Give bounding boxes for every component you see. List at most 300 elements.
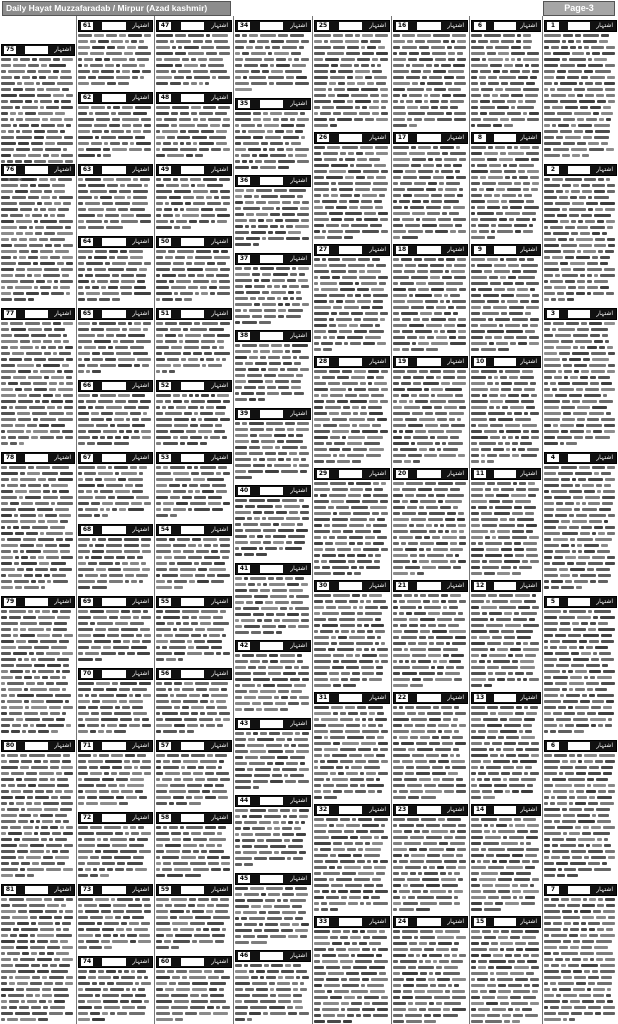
notice-title-box xyxy=(25,46,48,54)
notice-number: 20 xyxy=(397,470,407,477)
notice-header-20 xyxy=(393,468,468,480)
notice-label: اشتہار xyxy=(447,806,464,813)
notice-number: 33 xyxy=(318,918,328,925)
notice-title-box xyxy=(181,958,205,966)
notice-label: اشتہار xyxy=(290,720,307,727)
notice-body-text xyxy=(78,896,153,954)
notice-header-41 xyxy=(235,563,311,575)
notice-header-24 xyxy=(393,916,468,928)
notice-label: اشتہار xyxy=(290,255,307,262)
notice-number: 67 xyxy=(82,454,92,461)
notice-title-box xyxy=(25,598,48,606)
notice-label: اشتہار xyxy=(132,814,149,821)
notice-header-77 xyxy=(1,308,75,320)
notice-header-56 xyxy=(156,668,232,680)
notice-header-64 xyxy=(78,236,153,248)
notice-title-box xyxy=(568,310,591,318)
notice-title-box xyxy=(339,918,363,926)
notice-title-box xyxy=(417,22,440,30)
notice-header-12 xyxy=(471,580,541,592)
notice-body-text xyxy=(78,464,153,522)
notice-title-box xyxy=(260,565,284,573)
notice-body-text xyxy=(78,536,153,594)
notice-body-text xyxy=(156,104,232,162)
notice-number: 68 xyxy=(82,526,92,533)
notice-header-44 xyxy=(235,795,311,807)
notice-body-text xyxy=(156,176,232,234)
notice-title-box xyxy=(568,22,591,30)
notice-number: 69 xyxy=(82,598,92,605)
notice-header-14 xyxy=(471,804,541,816)
notice-header-59 xyxy=(156,884,232,896)
notice-label: اشتہار xyxy=(211,958,228,965)
notice-body-text xyxy=(471,928,541,1024)
notice-label: اشتہار xyxy=(211,310,228,317)
notice-header-79 xyxy=(1,596,75,608)
notice-label: اشتہار xyxy=(211,22,228,29)
notice-body-text xyxy=(156,896,232,954)
notice-label: اشتہار xyxy=(290,22,307,29)
notice-title-box xyxy=(339,470,363,478)
notice-header-80 xyxy=(1,740,75,752)
notice-header-35 xyxy=(235,98,311,110)
notice-label: اشتہار xyxy=(132,742,149,749)
notice-title-box xyxy=(568,166,591,174)
notice-header-37 xyxy=(235,253,311,265)
notice-number: 24 xyxy=(397,918,407,925)
notice-label: اشتہار xyxy=(132,958,149,965)
notice-label: اشتہار xyxy=(596,598,613,605)
notice-label: اشتہار xyxy=(211,454,228,461)
notice-title-box xyxy=(494,22,516,30)
notice-body-text xyxy=(314,32,390,130)
notice-body-text xyxy=(235,110,311,174)
notice-label: اشتہار xyxy=(54,166,71,173)
notice-number: 44 xyxy=(239,797,249,804)
notice-label: اشتہار xyxy=(211,382,228,389)
notice-body-text xyxy=(393,144,468,242)
notice-header-46 xyxy=(235,950,311,962)
notice-title-box xyxy=(417,470,440,478)
notice-number: 41 xyxy=(239,565,249,572)
notice-number: 72 xyxy=(82,814,92,821)
notice-header-7 xyxy=(544,884,617,896)
notice-body-text xyxy=(314,704,390,802)
notice-number: 1 xyxy=(547,22,559,30)
notice-header-33 xyxy=(314,916,390,928)
notice-title-box xyxy=(260,487,284,495)
notice-header-55 xyxy=(156,596,232,608)
notice-number: 7 xyxy=(547,886,559,894)
notice-body-text xyxy=(1,464,75,594)
notice-number: 54 xyxy=(160,526,170,533)
notice-title-box xyxy=(494,134,516,142)
notice-header-13 xyxy=(471,692,541,704)
notice-title-box xyxy=(102,166,125,174)
notice-number: 59 xyxy=(160,886,170,893)
notice-title-box xyxy=(339,22,363,30)
notice-header-27 xyxy=(314,244,390,256)
notice-header-5 xyxy=(544,596,617,608)
notice-title-box xyxy=(181,886,205,894)
notice-body-text xyxy=(156,752,232,810)
notice-body-text xyxy=(393,256,468,354)
notice-header-70 xyxy=(78,668,153,680)
notice-header-9 xyxy=(471,244,541,256)
notice-label: اشتہار xyxy=(211,166,228,173)
notice-body-text xyxy=(393,592,468,690)
notice-number: 75 xyxy=(5,46,15,53)
notice-number: 47 xyxy=(160,22,170,29)
notice-number: 64 xyxy=(82,238,92,245)
notice-label: اشتہار xyxy=(132,166,149,173)
notice-body-text xyxy=(544,464,617,594)
notice-body-text xyxy=(156,32,232,90)
notice-title-box xyxy=(260,642,284,650)
notice-title-box xyxy=(181,310,205,318)
notice-title-box xyxy=(102,22,125,30)
notice-body-text xyxy=(393,816,468,914)
notice-body-text xyxy=(314,816,390,914)
notice-header-2 xyxy=(544,164,617,176)
notice-title-box xyxy=(417,918,440,926)
notice-number: 76 xyxy=(5,166,15,173)
notice-label: اشتہار xyxy=(290,332,307,339)
notice-label: اشتہار xyxy=(369,806,386,813)
notice-title-box xyxy=(181,382,205,390)
notice-label: اشتہار xyxy=(447,694,464,701)
notice-title-box xyxy=(494,918,516,926)
notice-label: اشتہار xyxy=(290,797,307,804)
notice-title-box xyxy=(568,598,591,606)
notice-title-box xyxy=(339,582,363,590)
notice-title-box xyxy=(25,886,48,894)
notice-body-text xyxy=(1,896,75,1024)
notice-number: 22 xyxy=(397,694,407,701)
notice-number: 21 xyxy=(397,582,407,589)
notice-body-text xyxy=(471,144,541,242)
notice-title-box xyxy=(102,454,125,462)
notice-number: 55 xyxy=(160,598,170,605)
notice-title-box xyxy=(25,310,48,318)
notice-body-text xyxy=(471,256,541,354)
notice-label: اشتہار xyxy=(54,46,71,53)
notice-header-32 xyxy=(314,804,390,816)
notice-title-box xyxy=(102,670,125,678)
notice-body-text xyxy=(393,32,468,130)
notice-number: 66 xyxy=(82,382,92,389)
notice-number: 79 xyxy=(5,598,15,605)
notice-header-43 xyxy=(235,718,311,730)
notice-header-18 xyxy=(393,244,468,256)
notice-number: 73 xyxy=(82,886,92,893)
notice-title-box xyxy=(339,134,363,142)
notice-body-text xyxy=(314,144,390,242)
notice-body-text xyxy=(471,32,541,130)
notice-label: اشتہار xyxy=(369,22,386,29)
notice-body-text xyxy=(156,968,232,1024)
notice-label: اشتہار xyxy=(211,886,228,893)
notice-label: اشتہار xyxy=(290,487,307,494)
notice-number: 17 xyxy=(397,134,407,141)
notice-number: 28 xyxy=(318,358,328,365)
notice-header-68 xyxy=(78,524,153,536)
notice-number: 14 xyxy=(475,806,485,813)
notice-body-text xyxy=(1,320,75,450)
notice-title-box xyxy=(181,598,205,606)
notice-header-74 xyxy=(78,956,153,968)
notice-label: اشتہار xyxy=(54,454,71,461)
notice-header-73 xyxy=(78,884,153,896)
notice-number: 26 xyxy=(318,134,328,141)
notice-body-text xyxy=(471,480,541,578)
notice-header-1 xyxy=(544,20,617,32)
notice-number: 11 xyxy=(475,470,485,477)
notice-body-text xyxy=(156,392,232,450)
notice-label: اشتہار xyxy=(520,358,537,365)
notice-label: اشتہار xyxy=(369,246,386,253)
notice-title-box xyxy=(102,814,125,822)
notice-number: 2 xyxy=(547,166,559,174)
notice-header-57 xyxy=(156,740,232,752)
notice-number: 4 xyxy=(547,454,559,462)
notice-title-box xyxy=(568,454,591,462)
notice-header-69 xyxy=(78,596,153,608)
notice-body-text xyxy=(393,368,468,466)
notice-header-21 xyxy=(393,580,468,592)
notice-title-box xyxy=(181,814,205,822)
notice-label: اشتہار xyxy=(447,134,464,141)
notice-label: اشتہار xyxy=(520,470,537,477)
notice-label: اشتہار xyxy=(369,582,386,589)
notice-label: اشتہار xyxy=(132,310,149,317)
notice-title-box xyxy=(339,694,363,702)
notice-title-box xyxy=(102,598,125,606)
notice-number: 81 xyxy=(5,886,15,893)
notice-title-box xyxy=(417,246,440,254)
notice-number: 36 xyxy=(239,177,249,184)
column-6 xyxy=(392,16,470,1024)
notice-label: اشتہار xyxy=(290,875,307,882)
notice-body-text xyxy=(78,104,153,162)
notice-header-15 xyxy=(471,916,541,928)
notice-label: اشتہار xyxy=(132,22,149,29)
notice-title-box xyxy=(568,886,591,894)
column-7 xyxy=(470,16,543,1024)
notice-number: 13 xyxy=(475,694,485,701)
notice-header-34 xyxy=(235,20,311,32)
notice-body-text xyxy=(544,752,617,882)
column-4 xyxy=(234,16,313,1024)
notice-body-text xyxy=(471,816,541,914)
notice-title-box xyxy=(181,454,205,462)
notice-label: اشتہار xyxy=(369,918,386,925)
notice-body-text xyxy=(471,368,541,466)
notice-number: 53 xyxy=(160,454,170,461)
notice-label: اشتہار xyxy=(520,134,537,141)
notice-body-text xyxy=(471,704,541,802)
notice-number: 74 xyxy=(82,958,92,965)
notice-title-box xyxy=(25,166,48,174)
notice-label: اشتہار xyxy=(369,134,386,141)
notice-header-26 xyxy=(314,132,390,144)
notice-label: اشتہار xyxy=(54,598,71,605)
notice-header-10 xyxy=(471,356,541,368)
notice-number: 19 xyxy=(397,358,407,365)
notice-body-text xyxy=(78,320,153,378)
notice-label: اشتہار xyxy=(596,310,613,317)
notice-header-23 xyxy=(393,804,468,816)
notice-body-text xyxy=(235,885,311,949)
notice-header-45 xyxy=(235,873,311,885)
newspaper-title: Daily Hayat Muzzafaradab / Mirpur (Azad kashmir) xyxy=(2,1,231,16)
notice-body-text xyxy=(393,480,468,578)
notice-label: اشتہار xyxy=(596,22,613,29)
notice-title-box xyxy=(494,582,516,590)
notice-number: 40 xyxy=(239,487,249,494)
notice-body-text xyxy=(78,176,153,234)
notice-body-text xyxy=(235,652,311,716)
notice-label: اشتہار xyxy=(447,358,464,365)
notice-number: 45 xyxy=(239,875,249,882)
notice-number: 61 xyxy=(82,22,92,29)
notice-title-box xyxy=(25,454,48,462)
notice-title-box xyxy=(494,358,516,366)
notice-header-39 xyxy=(235,408,311,420)
notice-title-box xyxy=(102,526,125,534)
notice-header-61 xyxy=(78,20,153,32)
notice-title-box xyxy=(260,332,284,340)
notice-title-box xyxy=(260,720,284,728)
notice-title-box xyxy=(260,100,284,108)
notice-title-box xyxy=(181,166,205,174)
notice-number: 16 xyxy=(397,22,407,29)
notice-label: اشتہار xyxy=(290,565,307,572)
notice-label: اشتہار xyxy=(290,177,307,184)
notice-number: 5 xyxy=(547,598,559,606)
notice-body-text xyxy=(314,480,390,578)
notice-label: اشتہار xyxy=(369,470,386,477)
notice-number: 34 xyxy=(239,22,249,29)
notice-header-81 xyxy=(1,884,75,896)
notice-body-text xyxy=(314,928,390,1024)
notice-number: 56 xyxy=(160,670,170,677)
notice-label: اشتہار xyxy=(290,410,307,417)
notice-label: اشتہار xyxy=(369,694,386,701)
notice-header-76 xyxy=(1,164,75,176)
notice-label: اشتہار xyxy=(211,238,228,245)
notice-title-box xyxy=(102,94,125,102)
notice-body-text xyxy=(156,536,232,594)
notice-number: 51 xyxy=(160,310,170,317)
notice-header-40 xyxy=(235,485,311,497)
column-1 xyxy=(0,16,77,1024)
notice-number: 65 xyxy=(82,310,92,317)
notice-body-text xyxy=(78,608,153,666)
notice-header-4 xyxy=(544,452,617,464)
notice-number: 46 xyxy=(239,952,249,959)
notice-header-42 xyxy=(235,640,311,652)
notice-body-text xyxy=(1,176,75,306)
notice-number: 32 xyxy=(318,806,328,813)
notice-title-box xyxy=(260,952,284,960)
notice-number: 48 xyxy=(160,94,170,101)
notice-header-19 xyxy=(393,356,468,368)
notice-header-48 xyxy=(156,92,232,104)
notice-number: 42 xyxy=(239,642,249,649)
notice-label: اشتہار xyxy=(290,642,307,649)
notice-body-text xyxy=(235,807,311,871)
notice-title-box xyxy=(181,670,205,678)
column-3 xyxy=(155,16,234,1024)
notice-number: 27 xyxy=(318,246,328,253)
notice-body-text xyxy=(235,962,311,1024)
notice-number: 57 xyxy=(160,742,170,749)
notice-title-box xyxy=(181,22,205,30)
notice-body-text xyxy=(393,704,468,802)
notice-number: 71 xyxy=(82,742,92,749)
notice-number: 25 xyxy=(318,22,328,29)
notice-number: 78 xyxy=(5,454,15,461)
notice-title-box xyxy=(260,22,284,30)
notice-header-47 xyxy=(156,20,232,32)
notice-title-box xyxy=(260,255,284,263)
notice-title-box xyxy=(102,742,125,750)
notice-body-text xyxy=(235,32,311,96)
notice-title-box xyxy=(417,134,440,142)
notice-label: اشتہار xyxy=(596,742,613,749)
notice-title-box xyxy=(102,310,125,318)
notice-title-box xyxy=(102,238,125,246)
notice-header-31 xyxy=(314,692,390,704)
notice-header-72 xyxy=(78,812,153,824)
notice-number: 6 xyxy=(547,742,559,750)
notice-body-text xyxy=(156,608,232,666)
notice-title-box xyxy=(494,470,516,478)
notice-body-text xyxy=(78,680,153,738)
notice-number: 6 xyxy=(474,22,486,30)
notice-number: 77 xyxy=(5,310,15,317)
notice-label: اشتہار xyxy=(596,886,613,893)
notice-label: اشتہار xyxy=(211,598,228,605)
notice-label: اشتہار xyxy=(54,310,71,317)
notice-number: 39 xyxy=(239,410,249,417)
notice-header-28 xyxy=(314,356,390,368)
notice-title-box xyxy=(181,238,205,246)
notice-label: اشتہار xyxy=(447,582,464,589)
page-number: Page-3 xyxy=(543,1,615,16)
notice-label: اشتہار xyxy=(520,694,537,701)
notice-title-box xyxy=(181,526,205,534)
notice-body-text xyxy=(156,824,232,882)
notice-label: اشتہار xyxy=(132,382,149,389)
notice-number: 43 xyxy=(239,720,249,727)
notice-header-25 xyxy=(314,20,390,32)
notice-body-text xyxy=(235,187,311,251)
notice-number: 10 xyxy=(475,358,485,365)
notice-header-71 xyxy=(78,740,153,752)
notice-body-text xyxy=(235,730,311,794)
notice-number: 12 xyxy=(475,582,485,589)
column-5 xyxy=(313,16,392,1024)
notice-number: 23 xyxy=(397,806,407,813)
notice-label: اشتہار xyxy=(211,94,228,101)
column-8 xyxy=(543,16,618,1024)
notice-title-box xyxy=(417,358,440,366)
notice-title-box xyxy=(494,694,516,702)
notice-body-text xyxy=(314,256,390,354)
notice-label: اشتہار xyxy=(132,94,149,101)
